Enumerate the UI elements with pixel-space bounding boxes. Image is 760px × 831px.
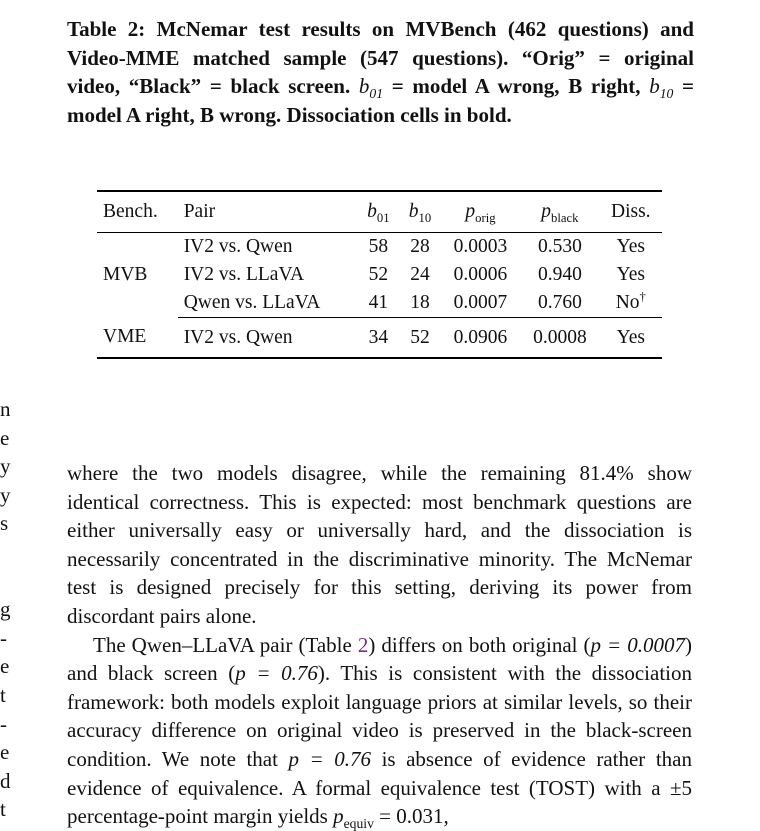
pair-cell: Qwen vs. LLaVA — [178, 289, 358, 318]
edge-fragment: e — [0, 425, 10, 450]
mcnemar-results-table — [97, 190, 662, 359]
pblack-cell: 0.940 — [537, 263, 582, 285]
edge-fragment: - — [0, 711, 7, 736]
paragraph: where the two models disagree, while the remaining 81.4% show identical correctness. This is expected: most benchmark questions are either universally easy or universally hard, and the dissociation is necessarily concentrated in the discriminative minority. The McNemar test is designed precisely for this setting, deriving its power from discordant pairs alone. — [67, 461, 692, 628]
edge-fragment: e — [0, 654, 10, 679]
table-header-row — [97, 191, 662, 232]
porig-cell: 0.0007 — [441, 289, 520, 318]
pblack-cell: 0.530 — [537, 235, 582, 257]
b10-cell: 52 — [399, 318, 441, 359]
table-reference-link[interactable]: 2 — [357, 632, 369, 657]
edge-fragment: g — [0, 597, 11, 622]
edge-fragment: e — [0, 740, 10, 765]
table-row — [97, 289, 662, 318]
header-diss: Diss. — [600, 191, 662, 232]
table-caption — [67, 15, 694, 129]
pblack-cell: 0.760 — [520, 289, 599, 318]
diss-cell: Yes — [616, 235, 645, 257]
diss-cell: Yes — [600, 318, 662, 359]
b10-cell: 24 — [410, 263, 430, 285]
header-bench: Bench. — [97, 191, 178, 232]
edge-fragment: - — [0, 625, 7, 650]
caption-text: McNemar test results on MVBench (462 questions) and Video-MME matched sample (547 questions). “Orig” = original video, “Black” = black screen. — [67, 17, 694, 98]
b01-cell: 58 — [368, 235, 389, 257]
pair-cell: IV2 vs. Qwen — [183, 235, 293, 257]
header-pair: Pair — [178, 191, 358, 232]
b01-cell: 34 — [358, 318, 400, 359]
edge-fragment: n — [0, 397, 11, 421]
b01-cell: 41 — [358, 289, 400, 318]
header-pblack: $p_{black}$ — [520, 191, 599, 232]
b10-definition: = model A right, B wrong. Dissociation cells in bold. — [67, 74, 695, 127]
header-b01: $b_{01}$ — [358, 191, 400, 232]
edge-fragment: y — [0, 454, 11, 479]
b01-symbol: $b_{01}$ — [358, 74, 384, 102]
body-text — [67, 459, 692, 831]
edge-fragment — [0, 567, 6, 596]
bench-cell-vme: VME — [97, 318, 178, 359]
diss-cell: Yes — [616, 263, 645, 285]
b10-symbol: $b_{10}$ — [649, 74, 674, 102]
edge-fragment: s — [0, 511, 9, 536]
diss-cell: No† — [600, 289, 662, 318]
b10-cell: 28 — [410, 235, 430, 257]
edge-fragment: t — [0, 682, 6, 707]
table-row — [97, 318, 662, 359]
pair-cell: IV2 vs. LLaVA — [183, 263, 305, 285]
b01-cell: 52 — [368, 263, 389, 285]
porig-cell: 0.0006 — [453, 263, 508, 285]
left-column-fragments — [0, 395, 11, 824]
bench-cell-mvb: MVB — [103, 264, 148, 285]
pblack-cell: 0.0008 — [520, 318, 599, 359]
pair-cell: IV2 vs. Qwen — [178, 318, 358, 359]
caption-label: Table 2: — [67, 17, 146, 41]
header-b10: $b_{10}$ — [399, 191, 441, 232]
edge-fragment — [0, 538, 6, 567]
b01-definition: = model A wrong, B right, — [391, 74, 641, 98]
edge-fragment: y — [0, 482, 11, 507]
table-row — [97, 261, 662, 290]
porig-cell: 0.0906 — [441, 318, 520, 359]
porig-cell: 0.0003 — [453, 235, 508, 257]
edge-fragment: t — [0, 797, 6, 822]
dagger-mark: † — [639, 289, 646, 304]
paragraph: The Qwen–LLaVA pair (Table 2) differs on both original (p = 0.0007) and black screen (p = 0.76). This is consistent with the dissociation framework: both models exploit language priors at similar levels, so their accuracy difference on original video is preserved in the black-screen condition. We note that p = 0.76 is absence of evidence rather than evidence of equivalence. A formal equivalence test (TOST) with a ±5 percentage-point margin yields $p_{equiv} = 0.031$, — [67, 632, 693, 831]
header-porig: $p_{orig}$ — [441, 191, 520, 232]
b10-cell: 18 — [399, 289, 441, 318]
edge-fragment: d — [0, 768, 11, 793]
table-row — [97, 232, 662, 261]
